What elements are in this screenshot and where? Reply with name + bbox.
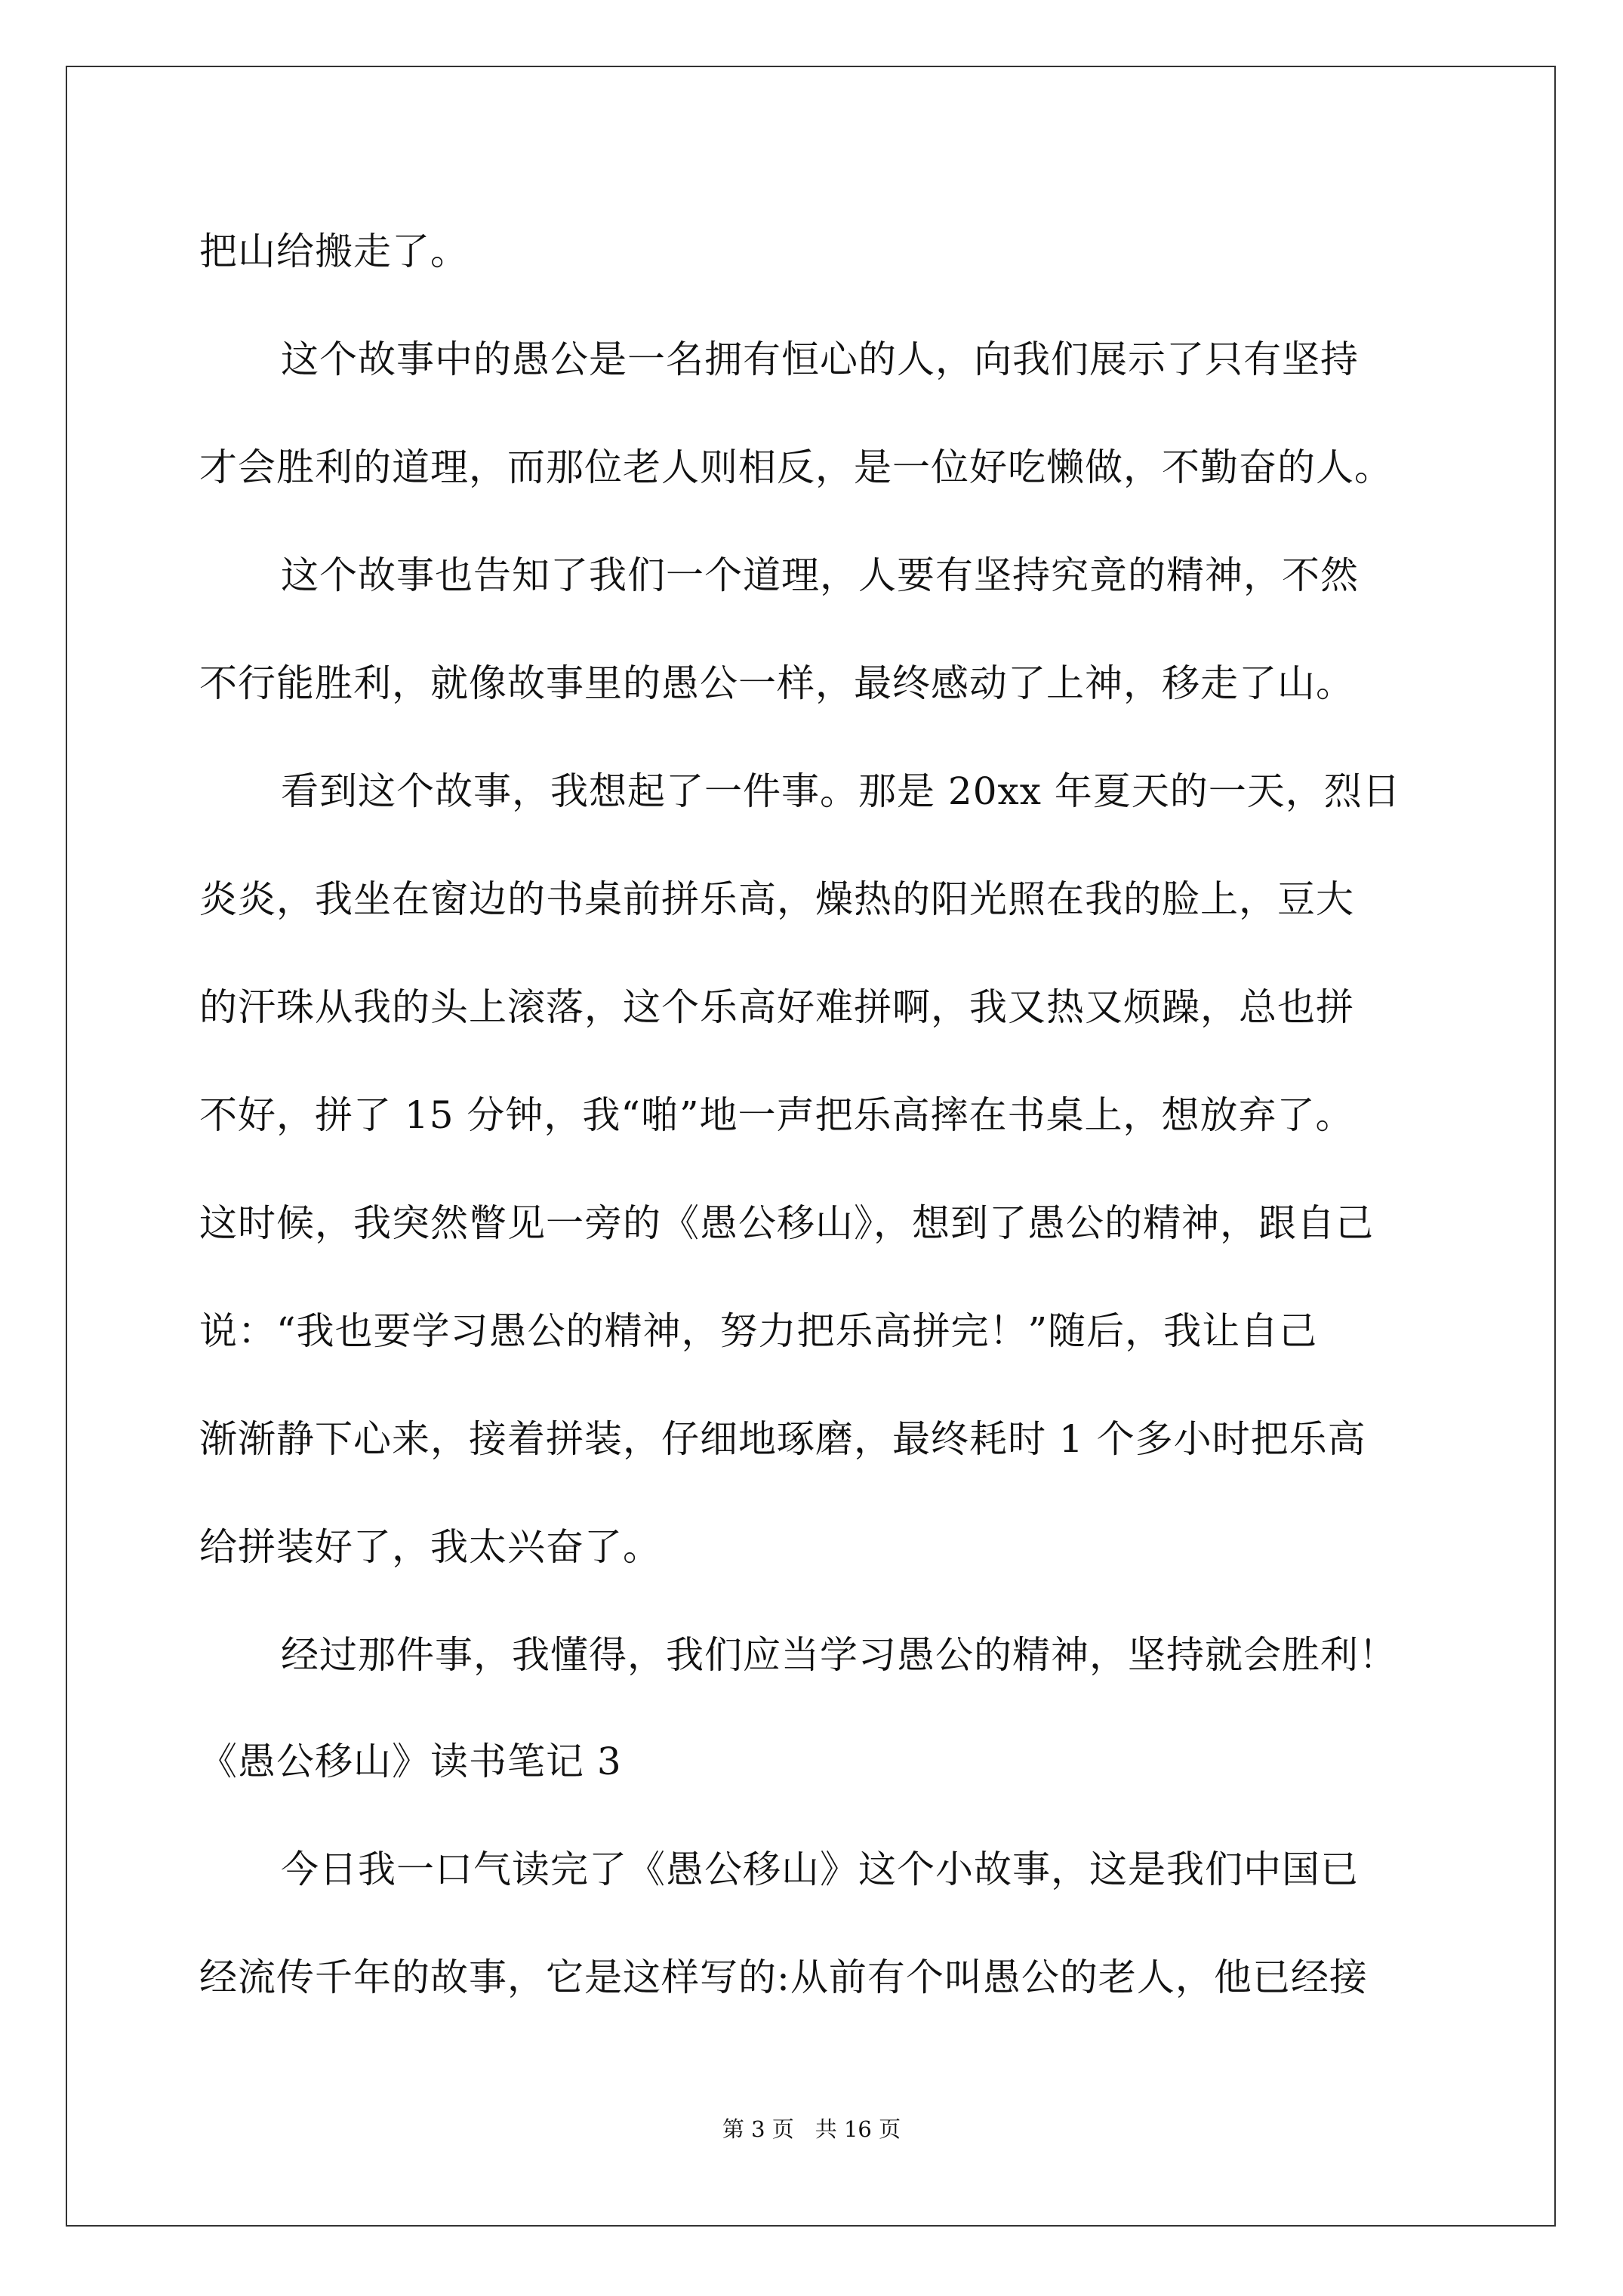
text-line: 才会胜利的道理，而那位老人则相反，是一位好吃懒做，不勤奋的人。 [199,445,1393,489]
text-line: 炎炎，我坐在窗边的书桌前拼乐高，燥热的阳光照在我的脸上，豆大 [199,877,1354,921]
text-line: 给拼装好了，我太兴奋了。 [199,1525,661,1569]
page-border [66,66,1556,2227]
paragraph-line: 看到这个故事，我想起了一件事。那是 20xx 年夏天的一天，烈日 [281,769,1401,813]
paragraph-line: 这个故事也告知了我们一个道理，人要有坚持究竟的精神，不然 [281,553,1359,597]
text-line: 经流传千年的故事，它是这样写的:从前有个叫愚公的老人，他已经接 [199,1955,1368,1999]
section-heading: 《愚公移山》读书笔记 3 [199,1740,622,1783]
paragraph-line: 今日我一口气读完了《愚公移山》这个小故事，这是我们中国已 [281,1848,1359,1891]
text-line: 不好，拼了 15 分钟，我“啪”地一声把乐高摔在书桌上，想放弃了。 [199,1093,1354,1137]
paragraph-line: 这个故事中的愚公是一名拥有恒心的人，向我们展示了只有坚持 [281,337,1359,381]
text-line: 不行能胜利，就像故事里的愚公一样，最终感动了上神，移走了山。 [199,661,1354,705]
page-footer [0,2116,1623,2143]
paragraph-line: 经过那件事，我懂得，我们应当学习愚公的精神，坚持就会胜利！ [281,1633,1397,1677]
text-line: 把山给搬走了。 [199,230,469,273]
text-line: 渐渐静下心来，接着拼装，仔细地琢磨，最终耗时 1 个多小时把乐高 [199,1417,1366,1461]
text-line: 说：“我也要学习愚公的精神，努力把乐高拼完！”随后，我让自己 [199,1309,1318,1353]
text-line: 的汗珠从我的头上滚落，这个乐高好难拼啊，我又热又烦躁，总也拼 [199,985,1354,1029]
page-number: 第 3 页 [722,2116,794,2142]
page-total: 共 16 页 [815,2116,901,2142]
text-line: 这时候，我突然瞥见一旁的《愚公移山》，想到了愚公的精神，跟自己 [199,1201,1374,1245]
